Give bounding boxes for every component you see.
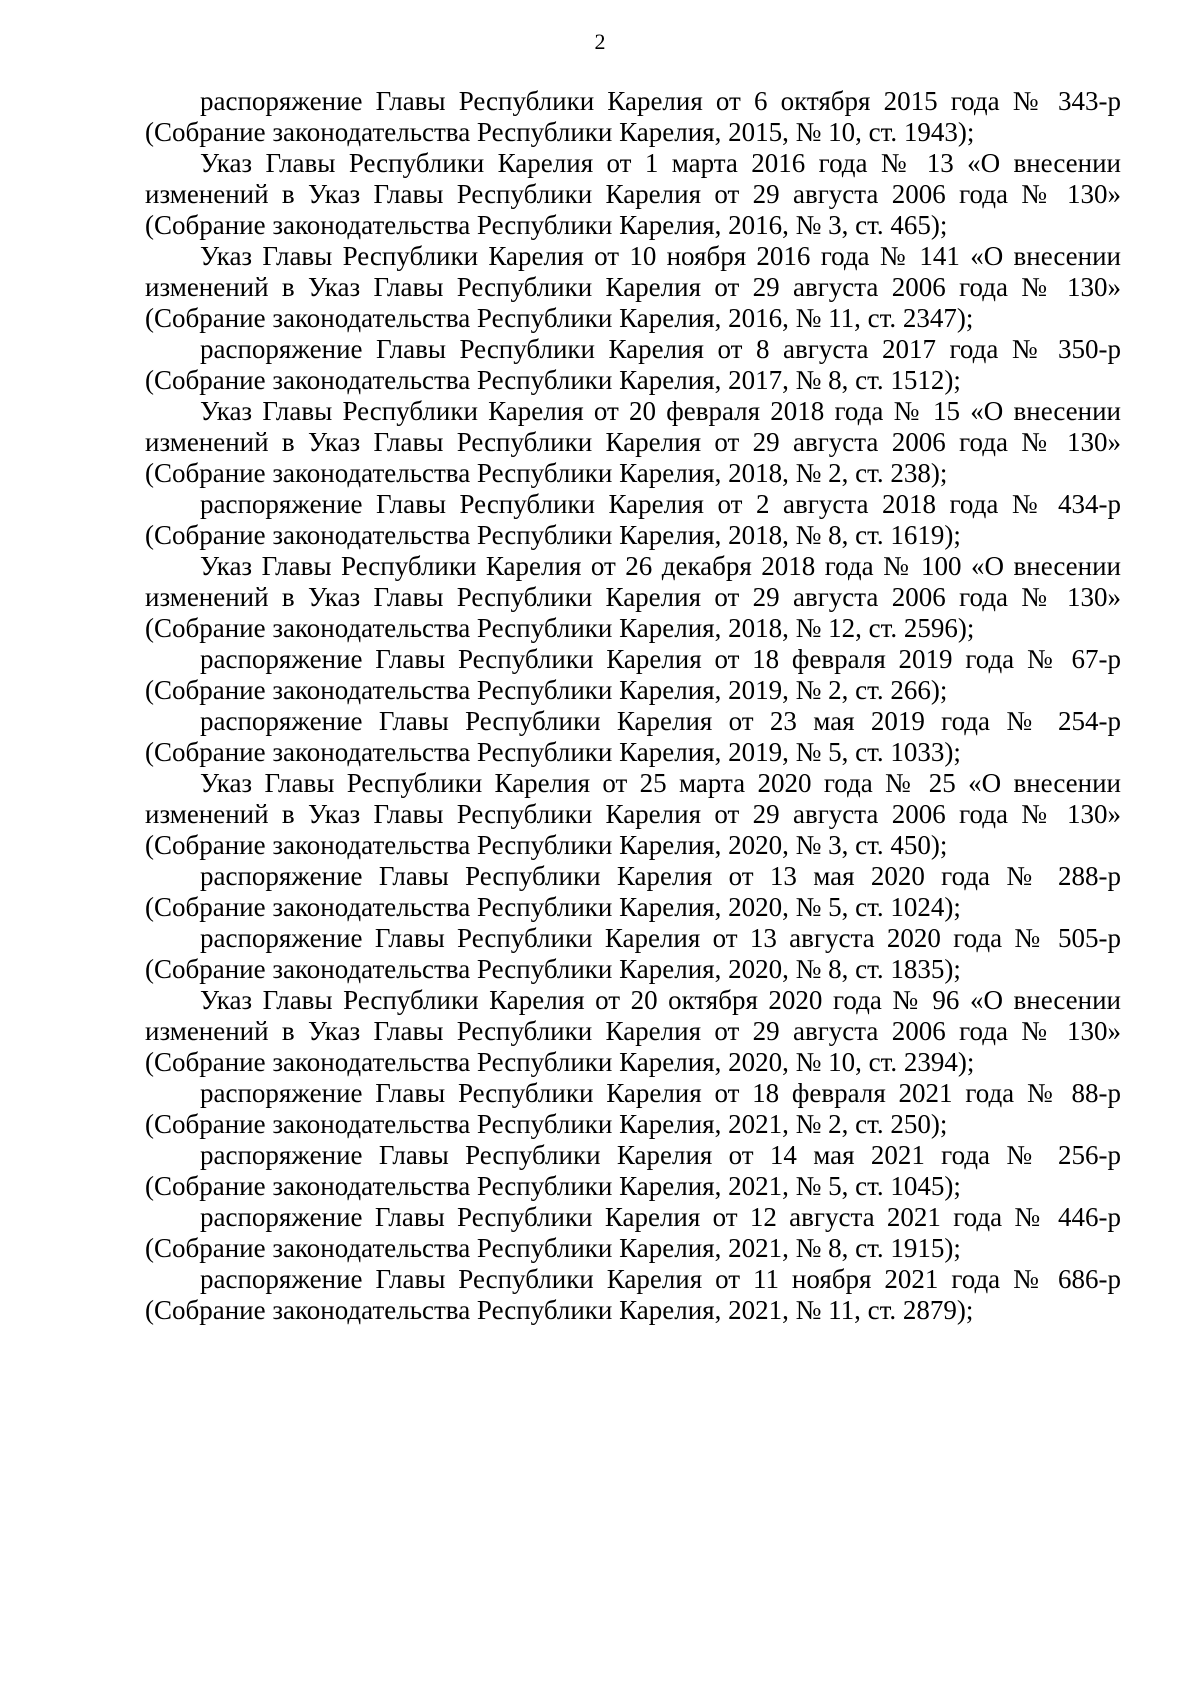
list-item: Указ Главы Республики Карелия от 10 ноября 2016 года № 141 «О внесении изменений в Указ Главы Республики Карелия от 29 августа 2006 года № 130» (Собрание законодательства Республики Карелия, 2016, № 11, ст. 2347);	[145, 241, 1121, 333]
list-item: распоряжение Главы Республики Карелия от 18 февраля 2019 года № 67-р (Собрание законодательства Республики Карелия, 2019, № 2, ст. 266);	[145, 644, 1121, 705]
list-item: Указ Главы Республики Карелия от 25 марта 2020 года № 25 «О внесении изменений в Указ Главы Республики Карелия от 29 августа 2006 года № 130» (Собрание законодательства Республики Карелия, 2020, № 3, ст. 450);	[145, 768, 1121, 860]
list-item: распоряжение Главы Республики Карелия от 11 ноября 2021 года № 686-р (Собрание законодательства Республики Карелия, 2021, № 11, ст. 2879);	[145, 1264, 1121, 1325]
list-item: распоряжение Главы Республики Карелия от 18 февраля 2021 года № 88-р (Собрание законодательства Республики Карелия, 2021, № 2, ст. 250);	[145, 1078, 1121, 1139]
list-item: Указ Главы Республики Карелия от 1 марта 2016 года № 13 «О внесении изменений в Указ Главы Республики Карелия от 29 августа 2006 года № 130» (Собрание законодательства Республики Карелия, 2016, № 3, ст. 465);	[145, 148, 1121, 240]
list-item: распоряжение Главы Республики Карелия от 12 августа 2021 года № 446-р (Собрание законодательства Республики Карелия, 2021, № 8, ст. 1915);	[145, 1202, 1121, 1263]
list-item: Указ Главы Республики Карелия от 20 февраля 2018 года № 15 «О внесении изменений в Указ Главы Республики Карелия от 29 августа 2006 года № 130» (Собрание законодательства Республики Карелия, 2018, № 2, ст. 238);	[145, 396, 1121, 488]
list-item: распоряжение Главы Республики Карелия от 6 октября 2015 года № 343-р (Собрание законодательства Республики Карелия, 2015, № 10, ст. 1943);	[145, 86, 1121, 147]
document-body	[145, 86, 1121, 1326]
list-item: распоряжение Главы Республики Карелия от 2 августа 2018 года № 434-р (Собрание законодательства Республики Карелия, 2018, № 8, ст. 1619);	[145, 489, 1121, 550]
page-number: 2	[594, 29, 606, 54]
list-item: Указ Главы Республики Карелия от 20 октября 2020 года № 96 «О внесении изменений в Указ Главы Республики Карелия от 29 августа 2006 года № 130» (Собрание законодательства Республики Карелия, 2020, № 10, ст. 2394);	[145, 985, 1121, 1077]
list-item: распоряжение Главы Республики Карелия от 13 мая 2020 года № 288-р (Собрание законодательства Республики Карелия, 2020, № 5, ст. 1024);	[145, 861, 1121, 922]
list-item: распоряжение Главы Республики Карелия от 14 мая 2021 года № 256-р (Собрание законодательства Республики Карелия, 2021, № 5, ст. 1045);	[145, 1140, 1121, 1201]
list-item: распоряжение Главы Республики Карелия от 8 августа 2017 года № 350-р (Собрание законодательства Республики Карелия, 2017, № 8, ст. 1512);	[145, 334, 1121, 395]
list-item: распоряжение Главы Республики Карелия от 13 августа 2020 года № 505-р (Собрание законодательства Республики Карелия, 2020, № 8, ст. 1835);	[145, 923, 1121, 984]
list-item: Указ Главы Республики Карелия от 26 декабря 2018 года № 100 «О внесении изменений в Указ Главы Республики Карелия от 29 августа 2006 года № 130» (Собрание законодательства Республики Карелия, 2018, № 12, ст. 2596);	[145, 551, 1121, 643]
list-item: распоряжение Главы Республики Карелия от 23 мая 2019 года № 254-р (Собрание законодательства Республики Карелия, 2019, № 5, ст. 1033);	[145, 706, 1121, 767]
